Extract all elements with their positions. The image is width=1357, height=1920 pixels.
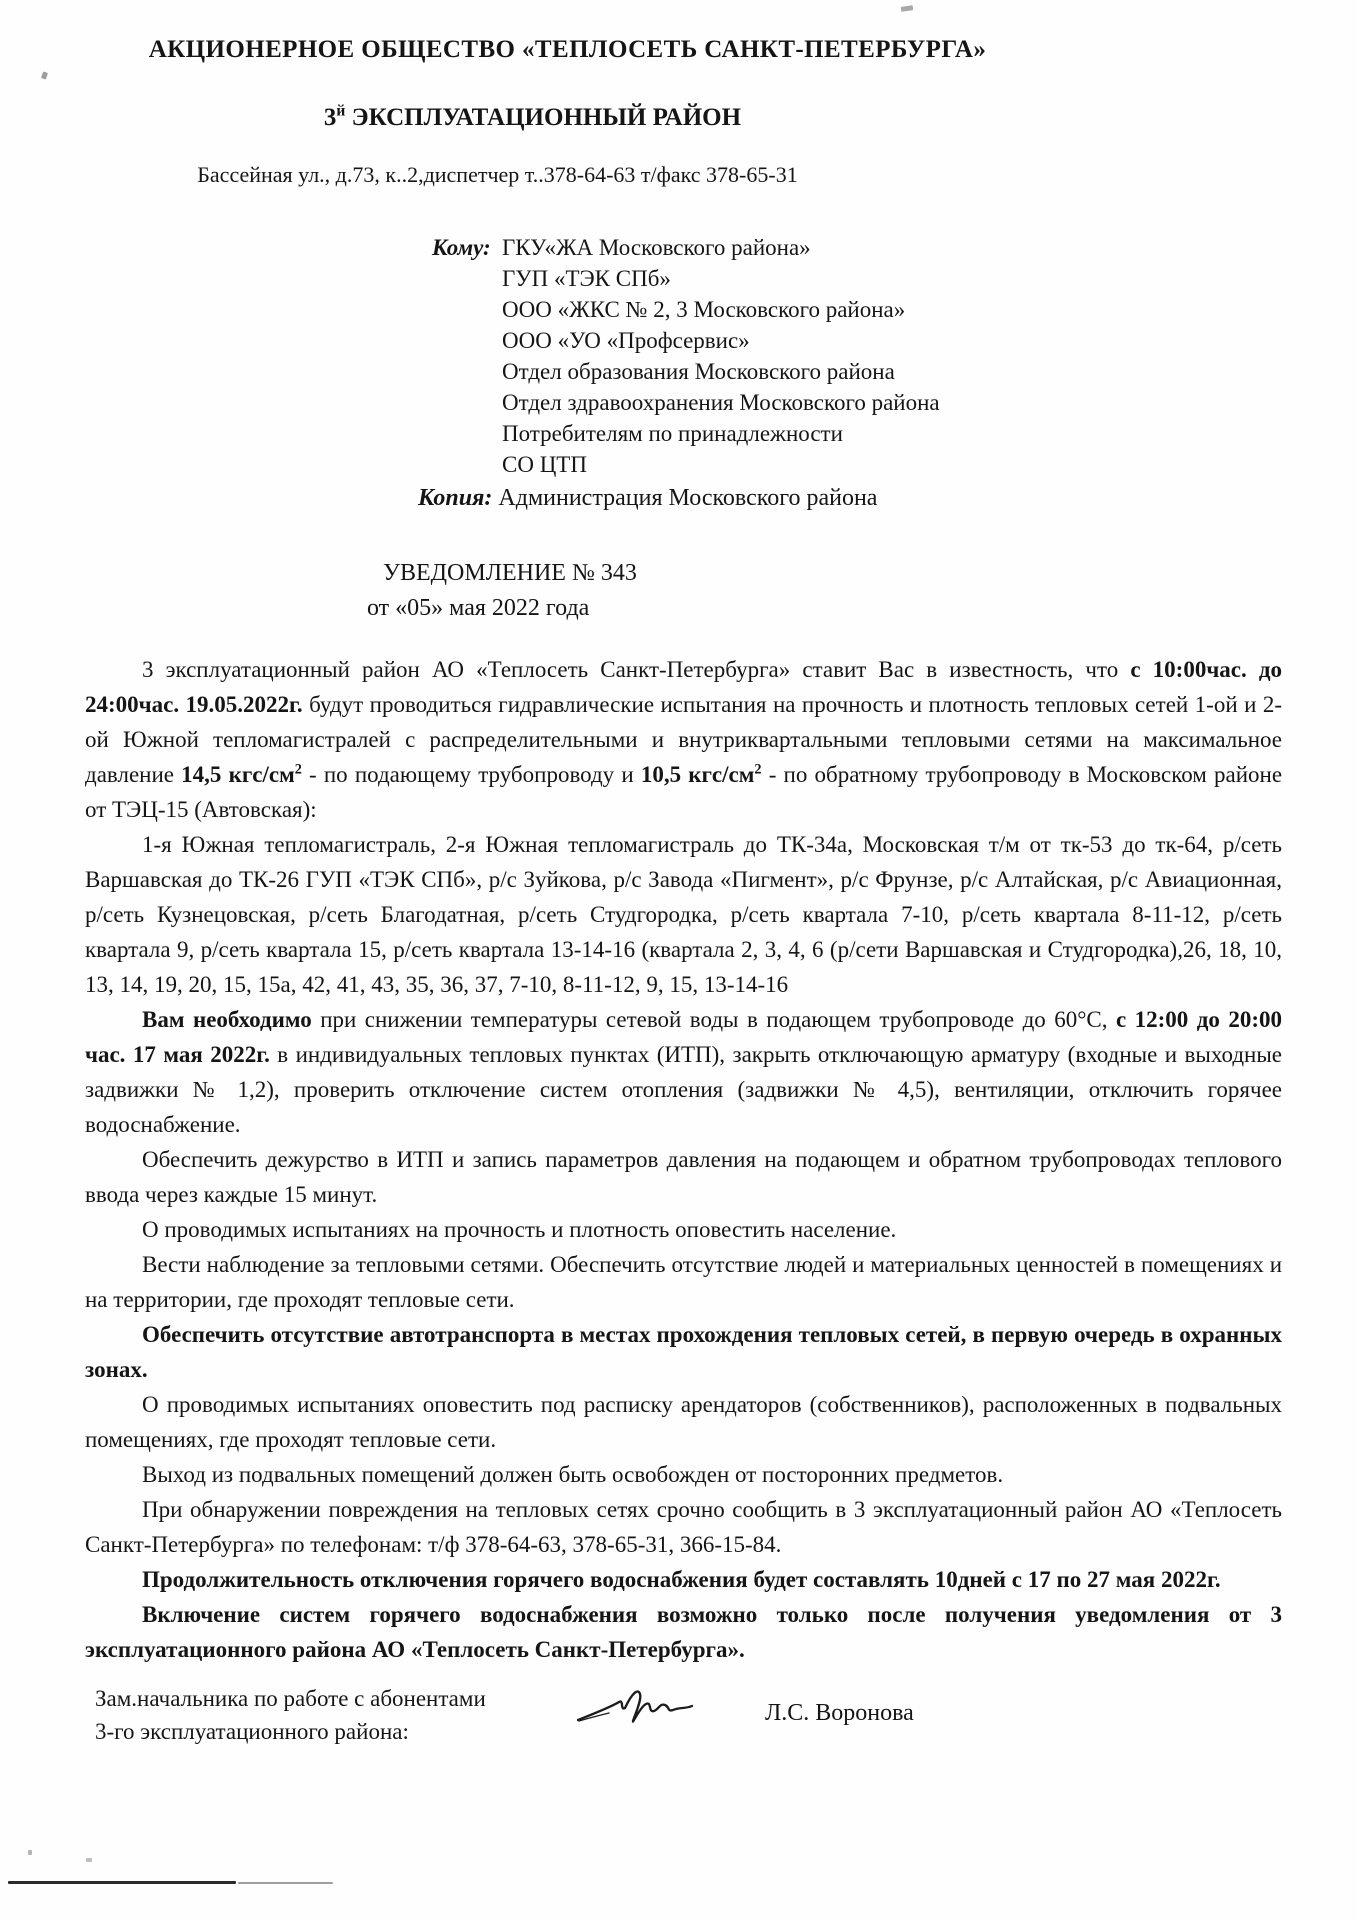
scan-artifact-line xyxy=(238,1882,333,1884)
scan-artifact-line xyxy=(8,1881,236,1884)
signatory-position xyxy=(95,1682,486,1748)
recipient-line: ООО «УО «Профсервис» xyxy=(502,328,750,353)
paragraph-required-actions: Вам необходимо при снижении температуры сетевой воды в подающем трубопроводе до 60°С, с 12:00 до 20:00 час. 17 мая 2022г. в индивидуальных тепловых пунктах (ИТП), закрыть отключающую арматуру (входные и выходные задвижки № 1,2), проверить отключение систем отопления (задвижки № 4,5), вентиляции, отключить горячее водоснабжение. xyxy=(85,1007,1282,1137)
recipient-line: Отдел образования Московского района xyxy=(502,359,895,384)
paragraph-notify-tenants: О проводимых испытаниях оповестить под расписку арендаторов (собственников), расположенных в подвальных помещениях, где проходят тепловые сети. xyxy=(85,1392,1282,1452)
signatory-position-line2: 3-го эксплуатационного района: xyxy=(95,1719,409,1744)
paragraph-observe-networks: Вести наблюдение за тепловыми сетями. Обеспечить отсутствие людей и материальных ценностей в помещениях и на территории, где проходят тепловые сети. xyxy=(85,1252,1282,1312)
paragraph-notify-population: О проводимых испытаниях на прочность и плотность оповестить население. xyxy=(142,1217,897,1242)
to-label: Кому: xyxy=(432,235,491,260)
paragraph-restart-condition: Включение систем горячего водоснабжения возможно только после получения уведомления от 3 эксплуатационного района АО «Теплосеть Санкт-Петербурга». xyxy=(85,1602,1282,1662)
district-title: $3^й$ ЭКСПЛУАТАЦИОННЫЙ РАЙОН xyxy=(323,102,742,131)
copy-label: Копия: xyxy=(418,485,493,511)
address-contact-line: Бассейная ул., д.73, к..2,диспетчер т..378-64-63 т/факс 378-65-31 xyxy=(197,162,798,187)
paragraph-shutdown-duration: Продолжительность отключения горячего водоснабжения будет составлять 10дней с 17 по 27 мая 2022г. xyxy=(142,1567,1221,1592)
notice-body xyxy=(85,652,1282,1667)
recipient-line: ООО «ЖКС № 2, 3 Московского района» xyxy=(502,297,906,322)
notice-heading xyxy=(367,556,1357,626)
document-header xyxy=(0,0,1135,188)
organization-name: АКЦИОНЕРНОЕ ОБЩЕСТВО «ТЕПЛОСЕТЬ САНКТ-ПЕТЕРБУРГА» xyxy=(148,36,987,63)
recipients-block xyxy=(418,232,1357,514)
paragraph-damage-contact: При обнаружении повреждения на тепловых сетях срочно сообщить в 3 эксплуатационный район АО «Теплосеть Санкт-Петербурга» по телефонам: т/ф 378-64-63, 378-65-31, 366-15-84. xyxy=(85,1497,1282,1557)
handwritten-signature xyxy=(575,1684,700,1739)
recipient-line: Отдел здравоохранения Московского района xyxy=(502,390,940,415)
paragraph-test-announcement: 3 эксплуатационный район АО «Теплосеть Санкт-Петербурга» ставит Вас в известность, что с 10:00час. до 24:00час. 19.05.2022г. будут проводиться гидравлические испытания на прочность и плотность тепловых сетей 1-ой и 2-ой Южной тепломагистралей с распределительными и внутриквартальными тепловыми сетями на максимальное давление 14,5 кгс/$см^2$ - по подающему трубопроводу и 10,5 кгс/$см^2$ - по обратному трубопроводу в Московском районе от ТЭЦ-15 (Автовская): xyxy=(85,657,1283,822)
notice-date: от «05» мая 2022 года xyxy=(367,595,590,621)
notice-title: УВЕДОМЛЕНИЕ № 343 xyxy=(383,560,637,586)
scan-artifact-speck xyxy=(86,1858,92,1862)
signatory-position-line1: Зам.начальника по работе с абонентами xyxy=(95,1686,486,1711)
signatory-name: Л.С. Воронова xyxy=(765,1700,914,1726)
scan-artifact-speck xyxy=(28,1850,32,1855)
recipient-line: Потребителям по принадлежности xyxy=(502,421,843,446)
recipient-line: ГУП «ТЭК СПб» xyxy=(502,266,671,291)
paragraph-affected-networks: 1-я Южная тепломагистраль, 2-я Южная тепломагистраль до ТК-34а, Московская т/м от тк-53 до тк-64, р/сеть Варшавская до ТК-26 ГУП «ТЭК СПб», р/с Зуйкова, р/с Завода «Пигмент», р/с Фрунзе, р/с Алтайская, р/с Авиационная, р/сеть Кузнецовская, р/сеть Благодатная, р/сеть Студгородка, р/сеть квартала 7-10, р/сеть квартала 8-11-12, р/сеть квартала 9, р/сеть квартала 15, р/сеть квартала 13-14-16 (квартала 2, 3, 4, 6 (р/сети Варшавская и Студгородка),26, 18, 10, 13, 14, 19, 20, 15, 15а, 42, 41, 43, 35, 36, 37, 7-10, 8-11-12, 9, 15, 13-14-16 xyxy=(85,832,1282,997)
copy-value: Администрация Московского района xyxy=(492,485,878,511)
copy-row xyxy=(418,483,1357,514)
recipient-row xyxy=(432,232,1357,263)
recipient-line: СО ЦТП xyxy=(502,452,587,477)
paragraph-no-vehicles: Обеспечить отсутствие автотранспорта в местах прохождения тепловых сетей, в первую очередь в охранных зонах. xyxy=(85,1322,1282,1382)
recipient-line: ГКУ«ЖА Московского района» xyxy=(502,235,811,260)
paragraph-basement-exit: Выход из подвальных помещений должен быть освобожден от посторонних предметов. xyxy=(142,1462,1004,1487)
paragraph-duty-monitoring: Обеспечить дежурство в ИТП и запись параметров давления на подающем и обратном трубопроводах теплового ввода через каждые 15 минут. xyxy=(85,1147,1282,1207)
